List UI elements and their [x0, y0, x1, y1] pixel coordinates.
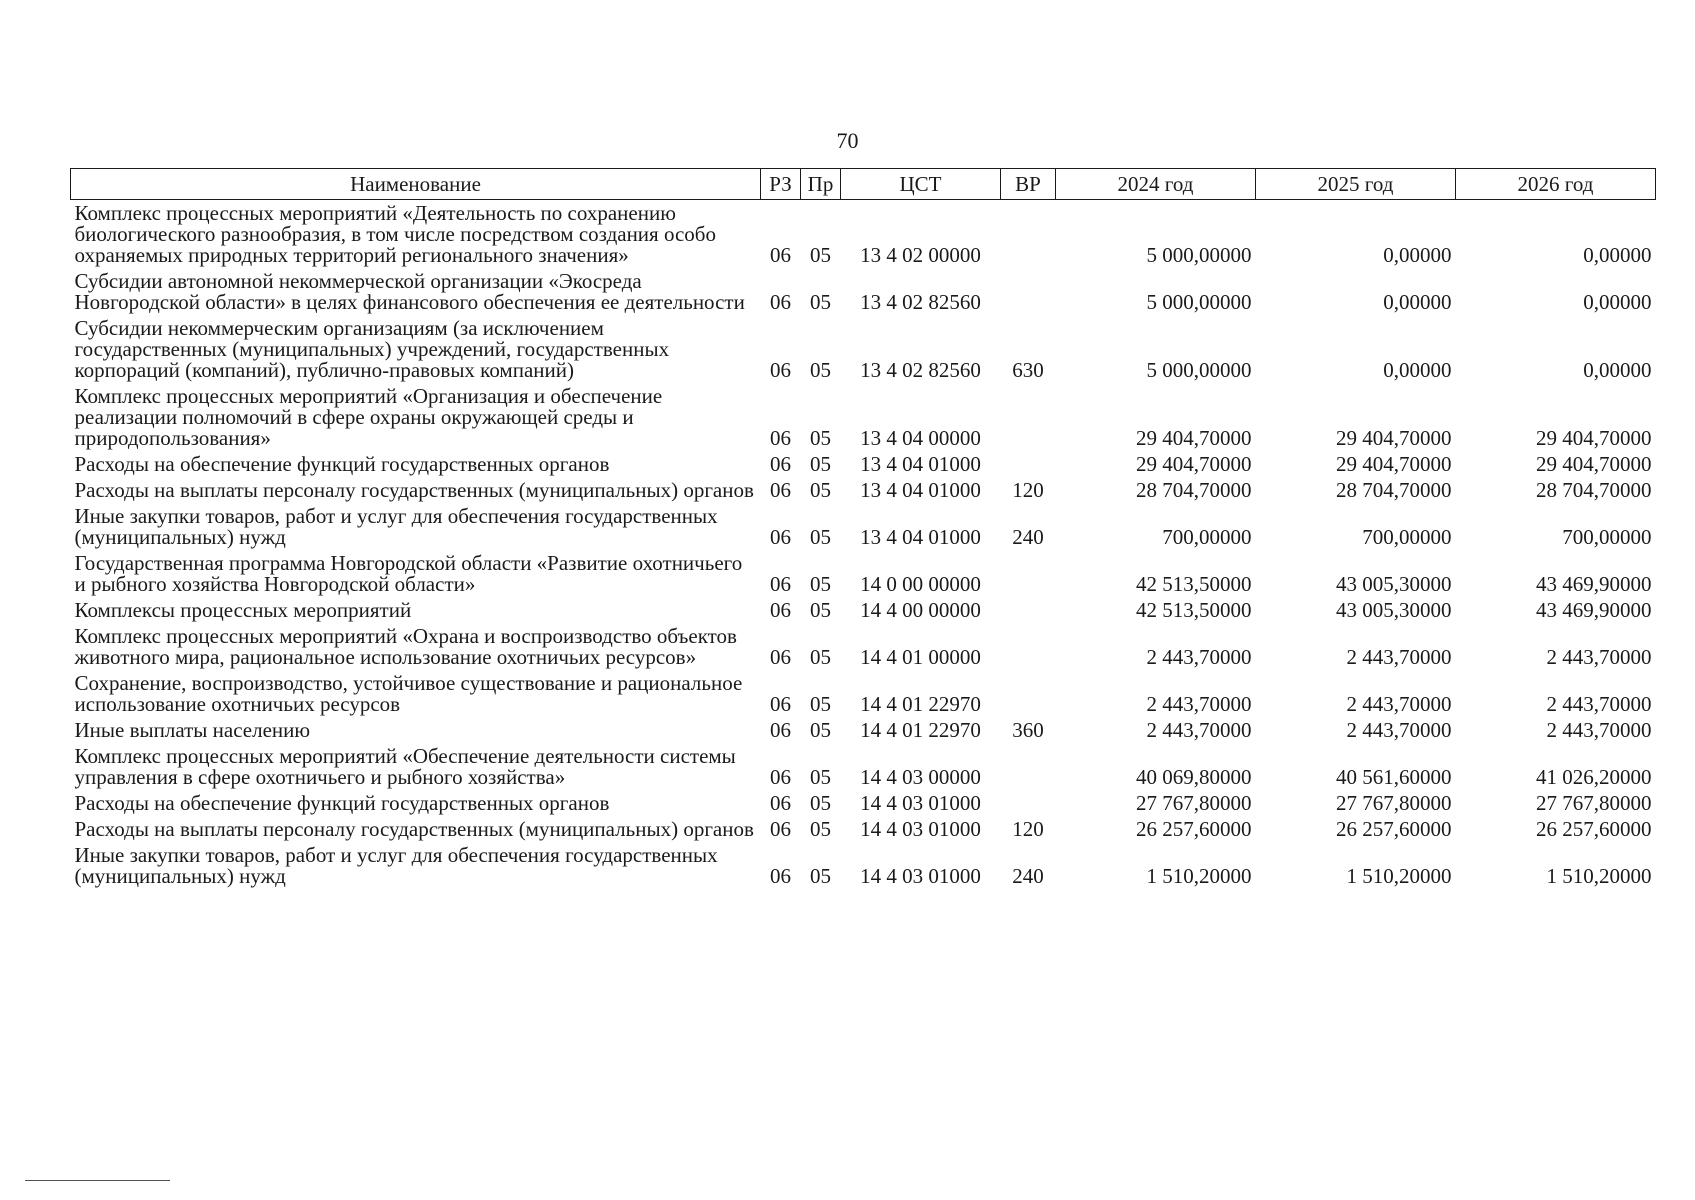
cell-2024: 2 443,70000 — [1146, 645, 1252, 669]
cell-2024: 27 767,80000 — [1136, 791, 1252, 815]
cell-cst: 13 4 02 82560 — [860, 290, 981, 314]
cell-rz: 06 — [770, 426, 791, 450]
cell-pr: 05 — [810, 718, 831, 742]
cell-2024: 1 510,20000 — [1146, 864, 1252, 888]
cell-cst: 13 4 04 01000 — [860, 525, 981, 549]
cell-2026: 2 443,70000 — [1546, 718, 1652, 742]
cell-2025: 2 443,70000 — [1346, 692, 1452, 716]
cell-name: Иные закупки товаров, работ и услуг для обеспечения государственных (муниципальных) нужд — [74, 504, 718, 549]
header-2025: 2025 год — [1256, 169, 1456, 200]
cell-cst: 14 4 03 00000 — [860, 765, 981, 789]
cell-2026: 0,00000 — [1583, 358, 1652, 382]
table-row — [71, 670, 1656, 717]
cell-name: Комплекс процессных мероприятий «Охрана и воспроизводство объектов животного мира, рациональное использование охотничьих ресурсов» — [74, 624, 737, 669]
cell-cst: 14 0 00 00000 — [860, 572, 981, 596]
cell-cst: 13 4 02 00000 — [860, 243, 981, 267]
cell-2024: 42 513,50000 — [1136, 572, 1252, 596]
cell-2025: 700,00000 — [1362, 525, 1452, 549]
cell-2026: 29 404,70000 — [1536, 452, 1652, 476]
header-name: Наименование — [71, 169, 761, 200]
cell-rz: 06 — [770, 791, 791, 815]
cell-pr: 05 — [810, 692, 831, 716]
cell-pr: 05 — [810, 598, 831, 622]
table-row — [71, 623, 1656, 670]
cell-pr: 05 — [810, 426, 831, 450]
cell-vr — [1001, 790, 1056, 816]
table-row — [71, 451, 1656, 477]
cell-pr: 05 — [810, 791, 831, 815]
cell-cst: 13 4 04 01000 — [860, 478, 981, 502]
cell-2026: 0,00000 — [1583, 243, 1652, 267]
cell-name: Государственная программа Новгородской области «Развитие охотничьего и рыбного хозяйства Новгородской области» — [74, 551, 743, 596]
cell-rz: 06 — [770, 478, 791, 502]
cell-2024: 700,00000 — [1162, 525, 1252, 549]
cell-2024: 5 000,00000 — [1146, 243, 1252, 267]
cell-2025: 1 510,20000 — [1346, 864, 1452, 888]
cell-rz: 06 — [770, 572, 791, 596]
cell-vr: 630 — [1012, 358, 1044, 382]
cell-rz: 06 — [770, 645, 791, 669]
table-row — [71, 597, 1656, 623]
cell-vr: 120 — [1012, 478, 1044, 502]
cell-cst: 14 4 00 00000 — [860, 598, 981, 622]
cell-rz: 06 — [770, 718, 791, 742]
cell-2026: 0,00000 — [1583, 290, 1652, 314]
cell-name: Субсидии некоммерческим организациям (за исключением государственных (муниципальных) учреждений, государственных корпораций (компаний), публично-правовых компаний) — [74, 316, 670, 382]
cell-vr: 120 — [1012, 817, 1044, 841]
cell-2025: 40 561,60000 — [1336, 765, 1452, 789]
cell-2025: 29 404,70000 — [1336, 426, 1452, 450]
cell-name: Иные выплаты населению — [74, 718, 311, 742]
cell-cst: 14 4 03 01000 — [860, 864, 981, 888]
cell-2025: 2 443,70000 — [1346, 718, 1452, 742]
cell-2025: 0,00000 — [1383, 358, 1452, 382]
cell-vr: 240 — [1012, 525, 1044, 549]
cell-2025: 0,00000 — [1383, 243, 1452, 267]
cell-2026: 26 257,60000 — [1536, 817, 1652, 841]
cell-pr: 05 — [810, 817, 831, 841]
cell-name: Комплекс процессных мероприятий «Обеспечение деятельности системы управления в сфере охотничьего и рыбного хозяйства» — [74, 744, 736, 789]
cell-rz: 06 — [770, 692, 791, 716]
cell-vr — [1001, 670, 1056, 717]
cell-vr: 360 — [1012, 718, 1044, 742]
cell-2026: 27 767,80000 — [1536, 791, 1652, 815]
cell-pr: 05 — [810, 478, 831, 502]
cell-2024: 5 000,00000 — [1146, 290, 1252, 314]
cell-rz: 06 — [770, 598, 791, 622]
cell-name: Расходы на обеспечение функций государственных органов — [74, 791, 610, 815]
table-body — [71, 200, 1656, 890]
cell-rz: 06 — [770, 525, 791, 549]
cell-2026: 43 469,90000 — [1536, 598, 1652, 622]
cell-2025: 28 704,70000 — [1336, 478, 1452, 502]
page-number: 70 — [836, 128, 859, 153]
header-2024: 2024 год — [1056, 169, 1256, 200]
cell-2025: 43 005,30000 — [1336, 572, 1452, 596]
cell-cst: 14 4 03 01000 — [860, 791, 981, 815]
cell-name: Иные закупки товаров, работ и услуг для обеспечения государственных (муниципальных) нужд — [74, 843, 718, 888]
cell-name: Комплекс процессных мероприятий «Деятельность по сохранению биологического разнообразия, в том числе посредством создания особо охраняемых природных территорий регионального значения» — [74, 201, 716, 267]
cell-rz: 06 — [770, 817, 791, 841]
cell-pr: 05 — [810, 358, 831, 382]
cell-pr: 05 — [810, 645, 831, 669]
cell-2024: 26 257,60000 — [1136, 817, 1252, 841]
cell-cst: 13 4 02 82560 — [860, 358, 981, 382]
cell-vr — [1001, 268, 1056, 315]
cell-pr: 05 — [810, 572, 831, 596]
cell-name: Субсидии автономной некоммерческой организации «Экосреда Новгородской области» в целях финансового обеспечения ее деятельности — [74, 269, 745, 314]
cell-2025: 27 767,80000 — [1336, 791, 1452, 815]
cell-vr — [1001, 383, 1056, 451]
cell-rz: 06 — [770, 452, 791, 476]
table-row — [71, 383, 1656, 451]
cell-2024: 42 513,50000 — [1136, 598, 1252, 622]
cell-name: Комплекс процессных мероприятий «Организация и обеспечение реализации полномочий в сфере охраны окружающей среды и природопользования» — [74, 384, 663, 450]
header-cst: ЦСТ — [841, 169, 1001, 200]
cell-2026: 700,00000 — [1562, 525, 1652, 549]
table-row — [71, 816, 1656, 842]
cell-2026: 1 510,20000 — [1546, 864, 1652, 888]
cell-cst: 14 4 03 01000 — [860, 817, 981, 841]
cell-2026: 2 443,70000 — [1546, 692, 1652, 716]
cell-cst: 14 4 01 22970 — [860, 718, 981, 742]
header-2026: 2026 год — [1456, 169, 1656, 200]
cell-vr: 240 — [1012, 864, 1044, 888]
cell-2026: 29 404,70000 — [1536, 426, 1652, 450]
budget-table — [70, 168, 1656, 889]
cell-rz: 06 — [770, 243, 791, 267]
cell-vr — [1001, 200, 1056, 269]
header-pr: Пр — [801, 169, 841, 200]
cell-2024: 2 443,70000 — [1146, 718, 1252, 742]
footer-rule — [25, 1180, 170, 1181]
cell-2025: 26 257,60000 — [1336, 817, 1452, 841]
table-row — [71, 477, 1656, 503]
cell-rz: 06 — [770, 864, 791, 888]
cell-rz: 06 — [770, 290, 791, 314]
cell-name: Сохранение, воспроизводство, устойчивое существование и рациональное использование охотничьих ресурсов — [74, 671, 743, 716]
cell-2026: 28 704,70000 — [1536, 478, 1652, 502]
cell-cst: 13 4 04 01000 — [860, 452, 981, 476]
table-row — [71, 503, 1656, 550]
cell-2024: 29 404,70000 — [1136, 452, 1252, 476]
cell-rz: 06 — [770, 765, 791, 789]
header-vr: ВР — [1001, 169, 1056, 200]
table-row — [71, 268, 1656, 315]
table-row — [71, 790, 1656, 816]
cell-2026: 2 443,70000 — [1546, 645, 1652, 669]
cell-cst: 14 4 01 00000 — [860, 645, 981, 669]
table-row — [71, 550, 1656, 597]
cell-pr: 05 — [810, 864, 831, 888]
cell-pr: 05 — [810, 290, 831, 314]
cell-cst: 14 4 01 22970 — [860, 692, 981, 716]
cell-2025: 0,00000 — [1383, 290, 1452, 314]
table-row — [71, 200, 1656, 269]
cell-2024: 2 443,70000 — [1146, 692, 1252, 716]
cell-vr — [1001, 451, 1056, 477]
cell-name: Комплексы процессных мероприятий — [74, 598, 412, 622]
cell-2024: 5 000,00000 — [1146, 358, 1252, 382]
table-row — [71, 842, 1656, 889]
cell-2025: 43 005,30000 — [1336, 598, 1452, 622]
cell-2024: 29 404,70000 — [1136, 426, 1252, 450]
cell-pr: 05 — [810, 243, 831, 267]
cell-pr: 05 — [810, 452, 831, 476]
table-header-row — [71, 169, 1656, 200]
table-row — [71, 743, 1656, 790]
table-row — [71, 315, 1656, 383]
cell-vr — [1001, 743, 1056, 790]
cell-2025: 29 404,70000 — [1336, 452, 1452, 476]
cell-name: Расходы на выплаты персоналу государственных (муниципальных) органов — [74, 817, 754, 841]
cell-pr: 05 — [810, 525, 831, 549]
cell-vr — [1001, 623, 1056, 670]
cell-vr — [1001, 550, 1056, 597]
cell-2026: 41 026,20000 — [1536, 765, 1652, 789]
cell-name: Расходы на выплаты персоналу государственных (муниципальных) органов — [74, 478, 754, 502]
cell-rz: 06 — [770, 358, 791, 382]
cell-cst: 13 4 04 00000 — [860, 426, 981, 450]
cell-2025: 2 443,70000 — [1346, 645, 1452, 669]
cell-name: Расходы на обеспечение функций государственных органов — [74, 452, 610, 476]
cell-pr: 05 — [810, 765, 831, 789]
cell-2026: 43 469,90000 — [1536, 572, 1652, 596]
cell-vr — [1001, 597, 1056, 623]
cell-2024: 28 704,70000 — [1136, 478, 1252, 502]
header-rz: РЗ — [761, 169, 801, 200]
table-row — [71, 717, 1656, 743]
cell-2024: 40 069,80000 — [1136, 765, 1252, 789]
